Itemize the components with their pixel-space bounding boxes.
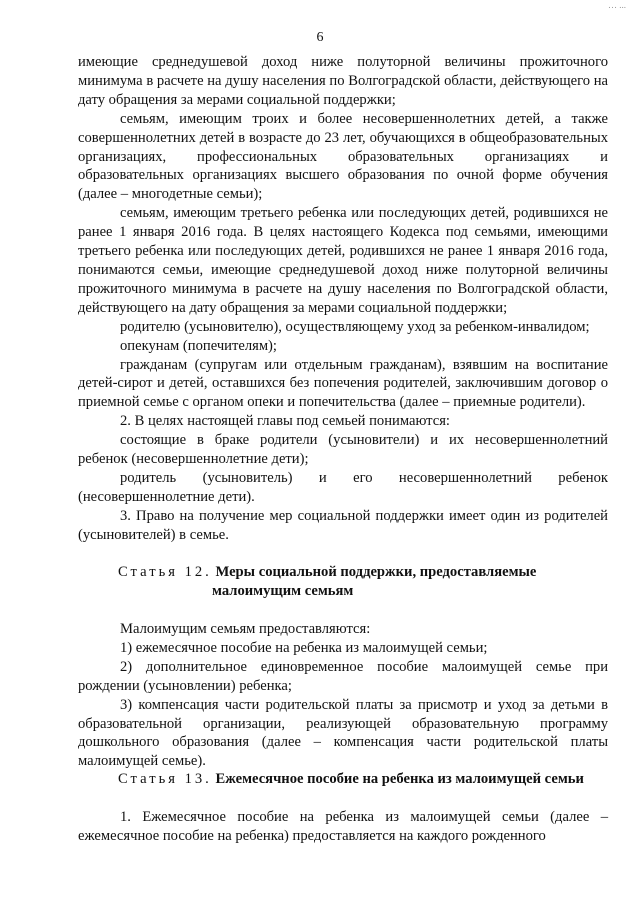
- paragraph: имеющие среднедушевой доход ниже полуторной величины прожиточного минимума в расчете на душу населения по Волгоградской области, действующего на дату обращения за мерами социальной поддержки;: [78, 54, 608, 108]
- article-13-heading: [0, 770, 640, 789]
- paragraph: семьям, имеющим троих и более несовершеннолетних детей, а также совершеннолетних детей в возрасте до 23 лет, обучающихся в общеобразовательных организациях, профессиональных образовательных организациях и образовательных организациях высшего образования по очной форме обучения (далее – многодетные семьи);: [78, 110, 608, 203]
- article-label: Статья 12.: [118, 564, 212, 580]
- text-block-2: [78, 620, 608, 771]
- paragraph: родитель (усыновитель) и его несовершеннолетний ребенок (несовершеннолетние дети).: [78, 469, 608, 505]
- text-block-3: [78, 808, 608, 846]
- article-title: Меры социальной поддержки, предоставляемые: [215, 564, 537, 580]
- article-12-heading: [0, 563, 640, 601]
- paragraph: гражданам (супругам или отдельным гражданам), взявшим на воспитание детей-сирот и детей, оставшихся без попечения родителей, заключившим договор о приемной семье с органом опеки и попечительства (далее – приемные родители).: [78, 356, 608, 411]
- paragraph: семьям, имеющим третьего ребенка или последующих детей, родившихся не ранее 1 января 2016 года. В целях настоящего Кодекса под семьями, имеющими третьего ребенка или последующих детей, родившихся не ранее 1 января 2016 года, понимаются семьи, имеющие среднедушевой доход ниже полуторной величины прожиточного минимума в расчете на душу населения по Волгоградской области, действующего на дату обращения за мерами социальной поддержки;: [78, 205, 608, 316]
- scan-mark: … ...: [608, 0, 626, 10]
- paragraph: 1) ежемесячное пособие на ребенка из малоимущей семьи;: [120, 639, 488, 656]
- text-block-1: [78, 53, 608, 545]
- paragraph: 2) дополнительное единовременное пособие малоимущей семье при рождении (усыновлении) ребенка;: [78, 658, 608, 694]
- paragraph: 3) компенсация части родительской платы за присмотр и уход за детьми в образовательной организации, реализующей образовательную программу дошкольного образования (далее – компенсация части родительской платы малоимущей семье).: [78, 696, 608, 770]
- paragraph: 1. Ежемесячное пособие на ребенка из малоимущей семьи (далее – ежемесячное пособие на ребенка) предоставляется на каждого рожденного: [78, 809, 608, 844]
- paragraph: опекунам (попечителям);: [120, 337, 277, 354]
- article-label: Статья 13.: [118, 771, 212, 787]
- article-title-continued: малоимущим семьям: [212, 582, 354, 599]
- paragraph: 2. В целях настоящей главы под семьей понимаются:: [120, 413, 450, 430]
- paragraph: состоящие в браке родители (усыновители) и их несовершеннолетний ребенок (несовершеннолетние дети);: [78, 432, 608, 468]
- article-title: Ежемесячное пособие на ребенка из малоимущей семьи: [215, 771, 584, 787]
- paragraph: 3. Право на получение мер социальной поддержки имеет один из родителей (усыновителей) в семье.: [78, 507, 608, 543]
- paragraph: родителю (усыновителю), осуществляющему уход за ребенком-инвалидом;: [120, 318, 590, 335]
- page-number: 6: [316, 30, 324, 45]
- paragraph: Малоимущим семьям предоставляются:: [120, 621, 371, 637]
